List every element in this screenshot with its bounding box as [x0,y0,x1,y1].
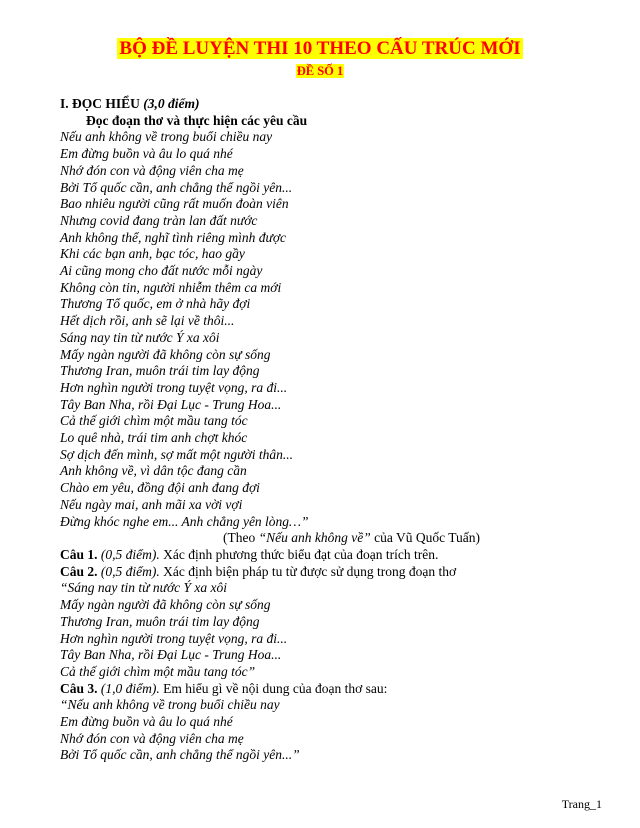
page-number: Trang_1 [561,797,602,811]
poem-line: Khi các bạn anh, bạc tóc, hao gầy [60,246,245,262]
exam-number-text: ĐỀ SỐ 1 [296,64,344,78]
poem-line: Không còn tin, người nhiễm thêm ca mới [60,279,282,295]
poem-line: Nhớ đón con và động viên cha mẹ [60,162,244,178]
poem-line: Hơn nghìn người trong tuyệt vọng, ra đi... [60,379,288,395]
question-text: Em hiểu gì về nội dung của đoạn thơ sau: [163,680,388,696]
poem-line: Bởi Tổ quốc cần, anh chẳng thể ngồi yên... [60,179,293,195]
question-label: Câu 1. [60,546,98,562]
source-work-title: “Nếu anh không về” [258,530,371,546]
poem-line: Tây Ban Nha, rồi Đại Lục - Trung Hoa... [60,396,282,412]
exam-number [0,62,640,80]
excerpt-line: Hơn nghìn người trong tuyệt vọng, ra đi... [60,630,288,646]
excerpt-line: Mấy ngàn người đã không còn sự sống [60,597,271,613]
section-heading-text: I. ĐỌC HIỂU [60,96,140,111]
poem-line: Sáng nay tin từ nước Ý xa xôi [60,329,220,345]
poem-line: Ai cũng mong cho đất nước mỗi ngày [60,263,263,279]
poem-line: Lo quê nhà, trái tim anh chợt khóc [60,430,248,446]
poem-line: Nếu ngày mai, anh mãi xa vời vợi [60,496,243,512]
question-label: Câu 2. [60,563,98,579]
document-title [0,38,640,60]
poem-line: Bao nhiêu người cũng rất muốn đoàn viên [60,196,289,212]
poem-line: Nhưng covid đang tràn lan đất nước [60,212,258,228]
question-points: (0,5 điểm). [100,546,160,562]
source-suffix: của Vũ Quốc Tuấn) [370,530,480,546]
poem-line: Cả thế giới chìm một mầu tang tóc [60,413,248,429]
poem-line: Hết dịch rồi, anh sẽ lại về thôi... [60,313,235,329]
question-2 [60,564,620,581]
question-points: (0,5 điểm). [100,563,160,579]
excerpt-line: Nhớ đón con và động viên cha mẹ [60,730,244,746]
excerpt-line: Thương Iran, muôn trái tim lay động [60,613,260,629]
poem-line: Anh không về, vì dân tộc đang cần [60,463,247,479]
poem-line: Chào em yêu, đồng đội anh đang đợi [60,480,260,496]
poem-line: Đừng khóc nghe em... Anh chẳng yên lòng…” [60,513,309,529]
question-text: Xác định phương thức biểu đạt của đoạn trích trên. [163,546,439,562]
excerpt-line: Cả thế giới chìm một mầu tang tóc” [60,663,256,679]
poem-line: Sợ dịch đến mình, sợ mất một người thân... [60,446,293,462]
poem-line: Thương Tổ quốc, em ở nhà hãy đợi [60,296,251,312]
question-3 [60,681,620,698]
poem-source [60,530,620,547]
document-title-text: BỘ ĐỀ LUYỆN THI 10 THEO CẤU TRÚC MỚI [119,38,521,59]
poem-line: Thương Iran, muôn trái tim lay động [60,363,260,379]
question-text: Xác định biện pháp tu từ được sử dụng trong đoạn thơ [163,563,457,579]
excerpt-line: Em đừng buồn và âu lo quá nhé [60,714,233,730]
source-prefix: (Theo [223,530,259,546]
section-heading [60,96,620,113]
section-points: (3,0 điểm) [143,96,200,111]
poem-line: Mấy ngàn người đã không còn sự sống [60,346,271,362]
poem-line: Em đừng buồn và âu lo quá nhé [60,146,233,162]
question-1 [60,547,620,564]
excerpt-question-3 [60,697,620,764]
question-label: Câu 3. [60,680,98,696]
excerpt-line: “Sáng nay tin từ nước Ý xa xôi [60,580,228,596]
poem-line: Anh không thể, nghĩ tình riêng mình được [60,229,287,245]
section-instruction: Đọc đoạn thơ và thực hiện các yêu cầu [86,112,308,128]
excerpt-line: Tây Ban Nha, rồi Đại Lục - Trung Hoa... [60,647,282,663]
poem-line: Nếu anh không về trong buổi chiều nay [60,129,273,145]
excerpt-question-2 [60,580,620,680]
excerpt-line: “Nếu anh không về trong buổi chiều nay [60,697,280,713]
document-body [60,96,620,764]
poem [60,129,620,530]
excerpt-line: Bởi Tổ quốc cần, anh chẳng thể ngồi yên...” [60,747,300,763]
question-points: (1,0 điểm). [100,680,160,696]
